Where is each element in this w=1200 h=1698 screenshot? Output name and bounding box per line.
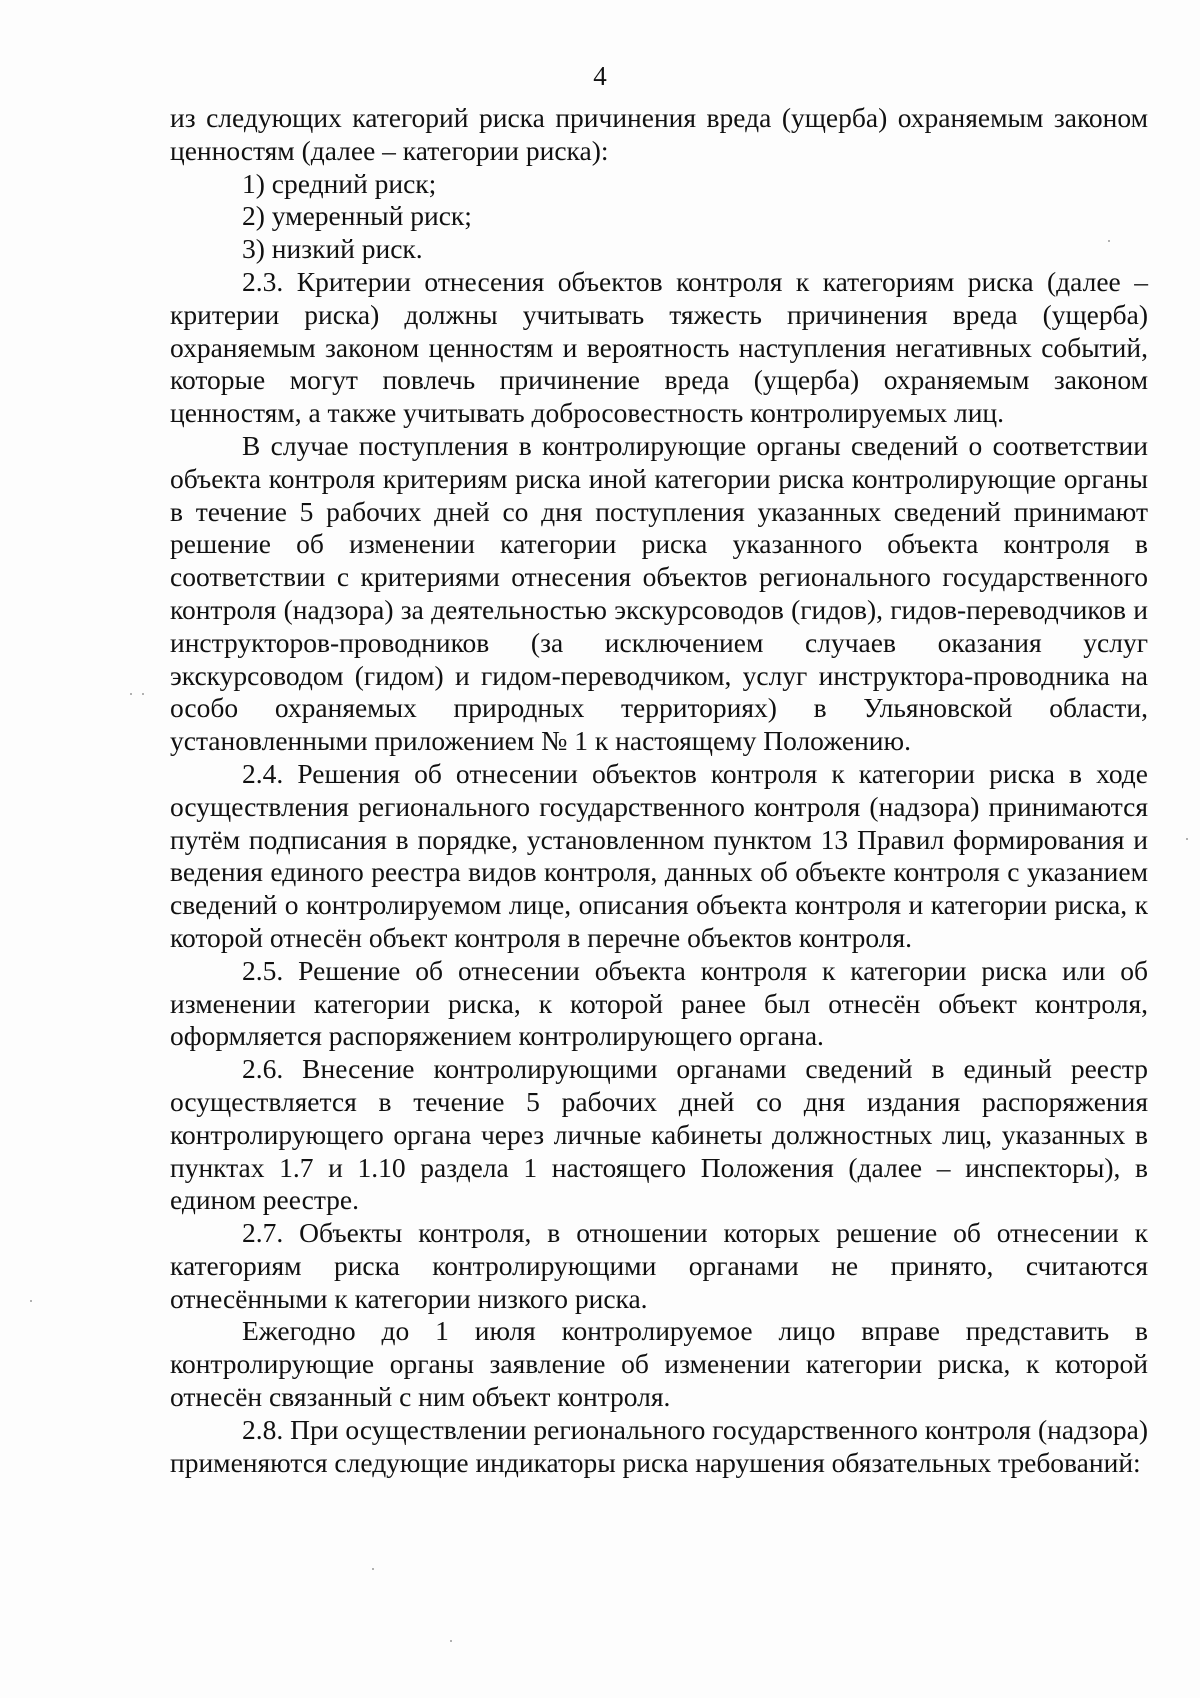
scan-speck xyxy=(130,693,132,695)
list-item-low-risk: 3) низкий риск. xyxy=(242,233,423,265)
scan-speck xyxy=(372,1568,374,1570)
scan-speck xyxy=(1186,838,1188,840)
scan-speck xyxy=(450,1640,452,1642)
paragraph-2-7: 2.7. Объекты контроля, в отношении которых решение об отнесении к категориям риска контролирующими органами не принято, считаются отнесёнными к категории низкого риска. xyxy=(170,1217,1148,1314)
list-item-moderate-risk: 2) умеренный риск; xyxy=(242,200,472,232)
document-body xyxy=(170,102,1148,1479)
paragraph-risk-change: В случае поступления в контролирующие органы сведений о соответствии объекта контроля критериям риска иной категории риска контролирующие органы в течение 5 рабочих дней со дня поступления указанных сведений принимают решение об изменении категории риска указанного объекта контроля в соответствии с критериями отнесения объектов регионального государственного контроля (надзора) за деятельностью экскурсоводов (гидов), гидов-переводчиков и инструкторов-проводников (за исключением случаев оказания услуг экскурсоводом (гидом) и гидом-переводчиком, услуг инструктора-проводника на особо охраняемых природных территориях) в Ульяновской области, установленными приложением № 1 к настоящему Положению. xyxy=(170,429,1148,757)
paragraph-2-3: 2.3. Критерии отнесения объектов контроля к категориям риска (далее – критерии риска) должны учитывать тяжесть причинения вреда (ущерба) охраняемым законом ценностям и вероятность наступления негативных событий, которые могут повлечь причинение вреда (ущерба) охраняемым законом ценностям, а также учитывать добросовестность контролируемых лиц. xyxy=(170,265,1148,429)
paragraph-2-6: 2.6. Внесение контролирующими органами сведений в единый реестр осуществляется в течение 5 рабочих дней со дня издания распоряжения контролирующего органа через личные кабинеты должностных лиц, указанных в пунктах 1.7 и 1.10 раздела 1 настоящего Положения (далее – инспекторы), в едином реестре. xyxy=(170,1053,1148,1216)
page-number: 4 xyxy=(593,61,607,91)
paragraph-2-5: 2.5. Решение об отнесении объекта контроля к категории риска или об изменении категории риска, к которой ранее был отнесён объект контроля, оформляется распоряжением контролирующего органа. xyxy=(170,954,1148,1052)
paragraph-annual-request: Ежегодно до 1 июля контролируемое лицо вправе представить в контролирующие органы заявление об изменении категории риска, к которой отнесён связанный с ним объект контроля. xyxy=(170,1315,1148,1413)
scan-speck xyxy=(1108,240,1110,242)
paragraph-2-8: 2.8. При осуществлении регионального государственного контроля (надзора) применяются следующие индикаторы риска нарушения обязательных требований: xyxy=(170,1413,1148,1478)
list-item-medium-risk: 1) средний риск; xyxy=(242,167,437,199)
scan-speck xyxy=(142,693,144,695)
paragraph-2-4: 2.4. Решения об отнесении объектов контроля к категории риска в ходе осуществления регионального государственного контроля (надзора) принимаются путём подписания в порядке, установленном пунктом 13 Правил формирования и ведения единого реестра видов контроля, данных об объекте контроля с указанием сведений о контролируемом лице, описания объекта контроля и категории риска, к которой отнесён объект контроля в перечне объектов контроля. xyxy=(170,757,1148,953)
paragraph-risk-categories-intro: из следующих категорий риска причинения вреда (ущерба) охраняемым законом ценностям (далее – категории риска): xyxy=(170,102,1148,166)
scan-speck xyxy=(30,1300,32,1302)
